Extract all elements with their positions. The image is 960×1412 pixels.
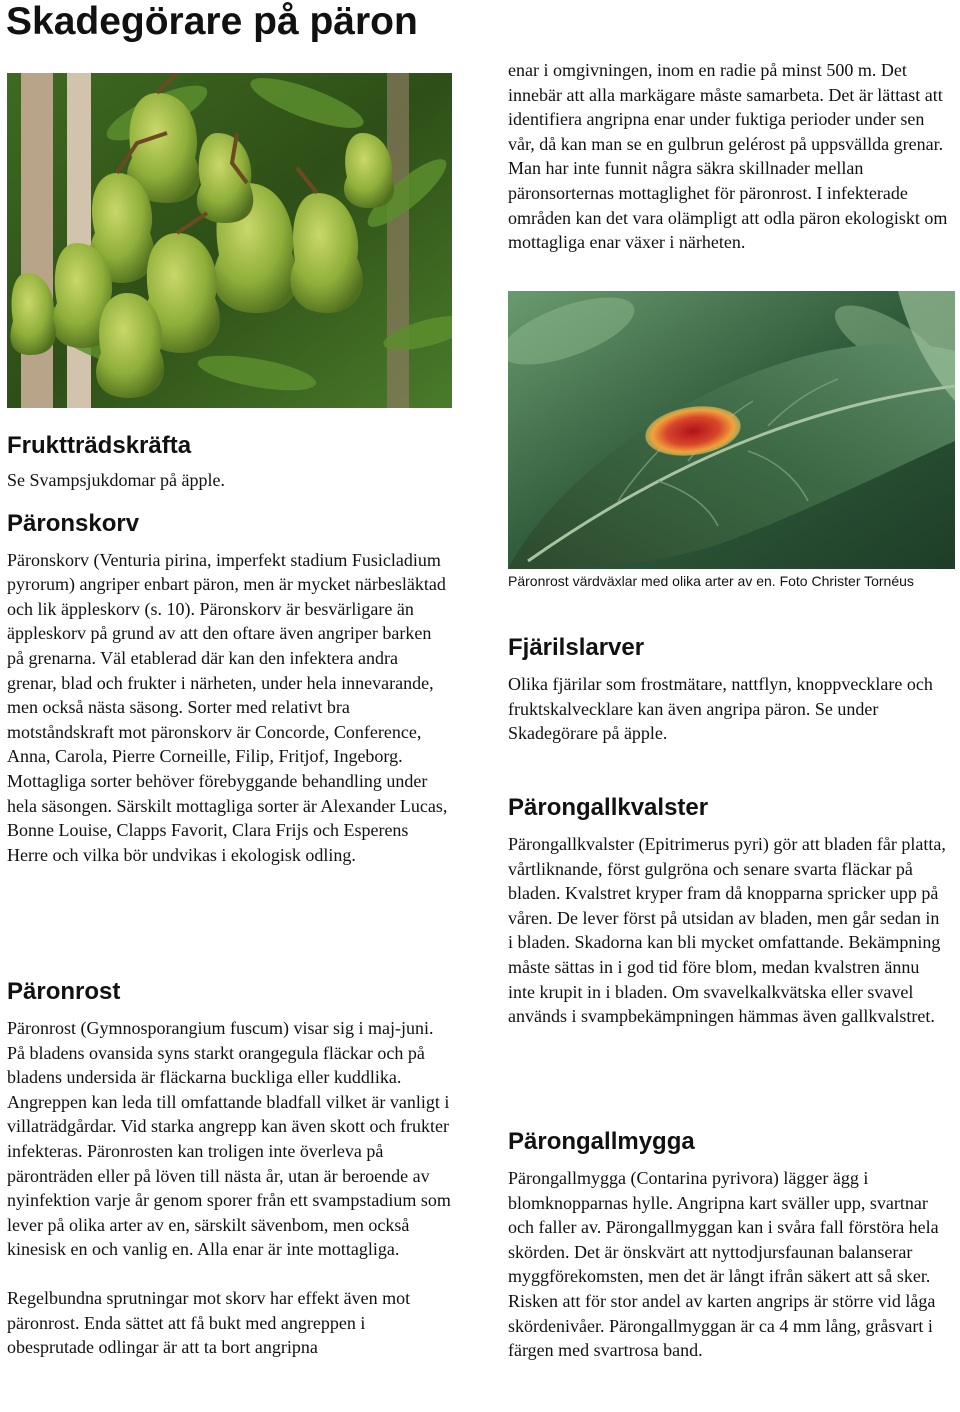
text-paronrost: Päronrost (Gymnosporangium fuscum) visar sig i maj-juni. På bladens ovansida syns starkt orangegula fläckar och på bladens undersida är fläckarna buckliga eller kuddlika. Angreppen kan leda till omfattande bladfall vilket är vanligt i villaträdgårdar. Vid starka angrepp kan även skott och frukter infekteras. Päronrosten kan troligen inte överleva på päronträden eller på löven till nästa år, utan är beroende av nyinfektion varje år genom sporer från ett svampstadium som lever på olika arter av en, särskilt sävenbom, men också kinesisk en och vanlig en. Alla enar är inte mottagliga. — [7, 1018, 451, 1260]
heading-fjarilslarver: Fjärilslarver — [508, 634, 645, 661]
left-column-top — [7, 431, 452, 867]
heading-frukttradskrafta: Fruktträdskräfta — [7, 432, 192, 459]
text-parongallkvalster: Pärongallkvalster (Epitrimerus pyri) gör att bladen får platta, vårtliknande, först gulgröna och senare svarta fläckar på bladen. Kvalstret kryper fram då knopparna spricker upp på våren. De lever först på utsidan av bladen, men går sedan in i bladen. Skadorna kan bli mycket omfattande. Bekämpning måste sättas in i god tid före blom, medan kvalstren ännu inte krupit in i bladen. Om svavelkalkvätska eller svavel används i svampbekämpningen hämmas även gallkvalstret. — [508, 834, 946, 1027]
section-parongallkvalster — [508, 793, 948, 1029]
section-fjarilslarver — [508, 633, 948, 746]
text-frukttradskrafta: Se Svampsjukdomar på äpple. — [7, 470, 225, 490]
heading-paronskorv: Päronskorv — [7, 509, 140, 537]
pear-rust-leaf-photo — [508, 291, 955, 569]
left-column-bottom — [7, 977, 452, 1360]
heading-parongallmygga: Pärongallmygga — [508, 1128, 695, 1155]
page-title: Skadegörare på päron — [6, 0, 418, 43]
section-parongallmygga — [508, 1127, 948, 1363]
text-fjarilslarver: Olika fjärilar som frostmätare, nattflyn, knoppvecklare och fruktskalvecklare kan även angripa päron. Se under Skadegörare på äpple. — [508, 674, 933, 744]
leaf-photo-caption: Päronrost värdväxlar med olika arter av en. Foto Christer Tornéus — [508, 573, 914, 589]
text-paronrost-2: Regelbundna sprutningar mot skorv har effekt även mot päronrost. Enda sättet att få bukt med angreppen i obesprutade odlingar är att ta bort angripna — [7, 1287, 411, 1358]
right-column-top — [508, 58, 948, 255]
text-paronskorv: Päronskorv (Venturia pirina, imperfekt stadium Fusicladium pyrorum) angriper enbart päron, men är mycket närbesläktad och lik äppleskorv (s. 10). Päronskorv är besvärligare än äppleskorv på grund av att den oftare även angriper barken på grenarna. Väl etablerad där kan den infektera andra grenar, blad och frukter i närheten, under hela innevarande, men också nästa säsong. Sorter med relativt bra motståndskraft mot päronskorv är Concorde, Conference, Anna, Carola, Pierre Corneille, Filip, Fritjof, Ingeborg. Mottagliga sorter behöver förebyggande behandling under hela säsongen. Särskilt mottagliga sorter är Alexander Lucas, Bonne Louise, Clapps Favorit, Clara Frijs och Esperens Herre och vilka bör undvikas i ekologisk odling. — [7, 549, 448, 865]
pear-tree-photo — [7, 73, 452, 408]
text-parongallmygga: Pärongallmygga (Contarina pyrivora) lägger ägg i blomknopparnas hylle. Angripna kart sväller upp, svartnar och faller av. Pärongallmyggan kan i svåra fall förstöra hela skörden. Det är önskvärt att nyttodjursfaunan balanserar myggförekomsten, men det är långt ifrån säkert att så sker. Risken att för stor andel av karten angrips är större vid låga skördenivåer. Pärongallmyggan är ca 4 mm lång, gråsvart i färgen med svartrosa band. — [508, 1168, 939, 1361]
text-right-top: enar i omgivningen, inom en radie på minst 500 m. Det innebär att alla markägare måste samarbeta. Det är lättast att identifiera angripna enar under fuktiga perioder under sen vår, då kan man se en gulbrun gelérost på uppsvällda grenar. Man har inte funnit några säkra skillnader mellan päronsorternas mottaglighet för päronrost. I infekterade områden kan det vara olämpligt att odla päron ekologiskt om mottagliga enar växer i närheten. — [508, 60, 948, 253]
heading-paronrost: Päronrost — [7, 978, 121, 1005]
heading-parongallkvalster: Pärongallkvalster — [508, 794, 709, 821]
